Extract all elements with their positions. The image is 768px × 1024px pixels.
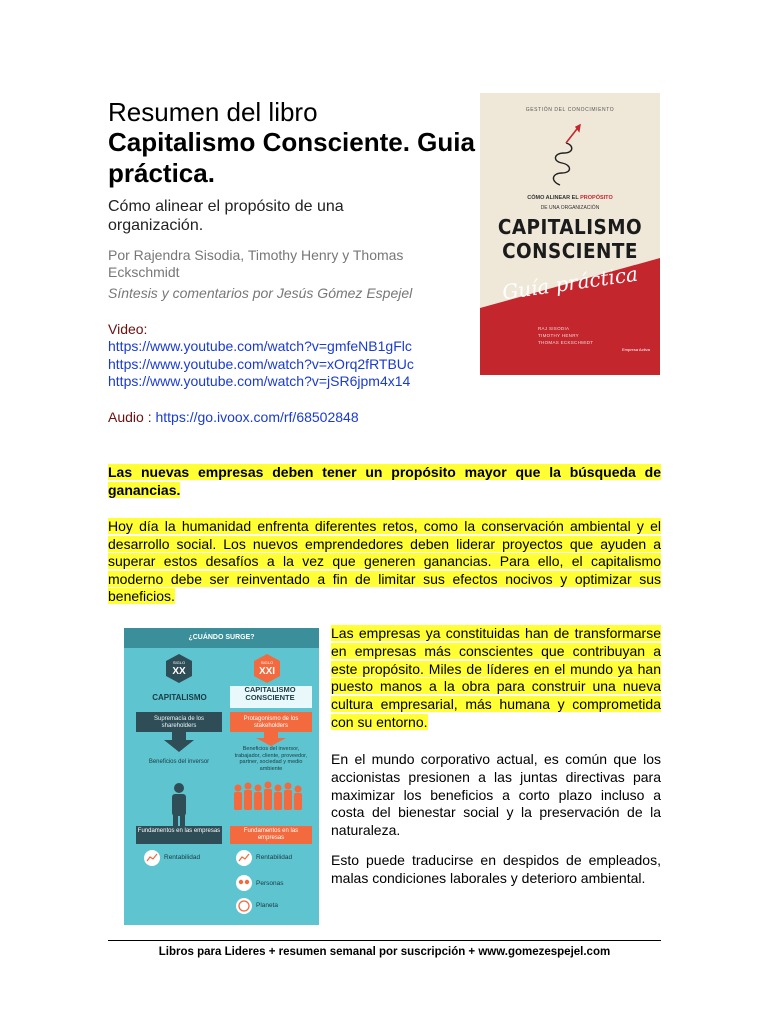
footer-rule	[108, 940, 661, 941]
audio-label: Audio :	[108, 409, 156, 425]
left-benefit: Beneficios del inversor	[148, 759, 210, 765]
cover-title-1: CAPITALISMO	[497, 215, 643, 239]
paragraph-4: Esto puede traducirse en despidos de empleados, malas condiciones laborales y deterioro ambiental.	[331, 852, 661, 886]
video-link-1[interactable]: https://www.youtube.com/watch?v=gmfeNB1gFlc	[108, 338, 412, 354]
paragraph-3: En el mundo corporativo actual, es común que los accionistas presionen a las juntas directivas para maximizar los beneficios a corto plazo incluso a costa del bienestar social y la preservación de la naturaleza.	[331, 751, 661, 839]
left-arrow-icon	[164, 732, 194, 752]
video-label: Video:	[108, 321, 148, 337]
investor-person-icon	[172, 783, 186, 826]
audio-link[interactable]: https://go.ivoox.com/rf/68502848	[155, 409, 359, 425]
paragraph-2-text: Las empresas ya constituidas han de transformarse en empresas más conscientes que contribuyan a este propósito. Miles de líderes en el mundo ya han puesto manos a la obra para construir una nueva cultura empresarial, más humana y comprometida con su entorno.	[331, 625, 661, 730]
right-fundamentos: Fundamentos en las empresas	[243, 828, 299, 841]
paragraph-1-text: Hoy día la humanidad enfrenta diferentes retos, como la conservación ambiental y el desarrollo social. Los nuevos emprendedores deben liderar proyectos que ayuden a superar estos desafíos a la vez que generen ganancias. Para ello, el capitalismo moderno debe ser reinventado a fin de limitar sus efectos nocivos y optimizar sus beneficios.	[108, 518, 661, 605]
right-benefit: Beneficios del inversor, trabajador, cliente, proveedor, partner, sociedad y medio ambiente	[234, 746, 308, 772]
section-heading-text: Las nuevas empresas deben tener un propósito mayor que la búsqueda de ganancias.	[108, 464, 661, 498]
cover-tagline-emphasis: PROPÓSITO	[580, 195, 613, 201]
synthesis-credit: Síntesis y comentarios por Jesús Gómez Espejel	[108, 285, 413, 301]
cover-author: THOMAS ECKSCHMIDT	[538, 340, 594, 345]
cover-title-2: CONSCIENTE	[502, 239, 638, 263]
paragraph-2	[331, 625, 661, 732]
right-heading: CAPITALISMO CONSCIENTE	[244, 685, 296, 702]
spiral-rocket-icon	[553, 125, 580, 185]
video-link-3[interactable]: https://www.youtube.com/watch?v=jSR6jpm4x14	[108, 373, 411, 389]
right-focus: Protagonismo de los stakeholders	[243, 716, 299, 729]
cover-tagline-2: DE UNA ORGANIZACIÓN	[540, 205, 600, 211]
cover-authors	[538, 325, 618, 346]
cover-script: Guía práctica	[500, 261, 640, 305]
stakeholders-crowd-icon	[234, 782, 302, 811]
paragraph-1	[108, 518, 661, 606]
cover-author: TIMOTHY HENRY	[538, 333, 579, 338]
left-heading: CAPITALISMO	[152, 693, 207, 702]
personas-label: Personas	[256, 880, 284, 887]
audio-section	[108, 409, 359, 426]
siglo-label-left: SIGLO	[172, 660, 186, 665]
info-title: ¿CUÁNDO SURGE?	[188, 634, 255, 641]
left-fundamentos: Fundamentos en las empresas	[137, 828, 221, 834]
book-cover	[480, 93, 660, 375]
section-heading	[108, 463, 661, 499]
left-rentabilidad-label: Rentabilidad	[164, 854, 201, 861]
right-arrow-icon	[256, 732, 286, 746]
personas-icon	[236, 875, 252, 891]
infographic	[124, 628, 319, 925]
video-section	[108, 320, 414, 391]
cover-series: GESTIÓN DEL CONOCIMIENTO	[525, 107, 615, 113]
century-xxi: XXI	[258, 666, 276, 677]
siglo-label-right: SIGLO	[260, 660, 274, 665]
right-rentabilidad-label: Rentabilidad	[256, 854, 293, 861]
subtitle: Cómo alinear el propósito de una organización.	[108, 198, 344, 234]
left-focus: Supremacía de los shareholders	[153, 716, 205, 729]
video-link-2[interactable]: https://www.youtube.com/watch?v=xOrq2fRTBUc	[108, 355, 414, 372]
book-title: Capitalismo Consciente. Guia práctica.	[108, 127, 475, 188]
footer-text: Libros para Lideres + resumen semanal por suscripción + www.gomezespejel.com	[158, 946, 611, 958]
century-xx: XX	[172, 666, 186, 677]
cover-tagline-pre: CÓMO ALINEAR EL	[527, 195, 581, 201]
cover-author: RAJ SISODIA	[538, 326, 570, 331]
title-line-1: Resumen del libro	[108, 97, 318, 127]
cover-publisher: Empresa Activa	[622, 347, 650, 352]
authors: Por Rajendra Sisodia, Timothy Henry y Thomas Eckschmidt	[108, 247, 404, 280]
planeta-label: Planeta	[256, 902, 279, 909]
cover-tagline	[480, 195, 660, 201]
